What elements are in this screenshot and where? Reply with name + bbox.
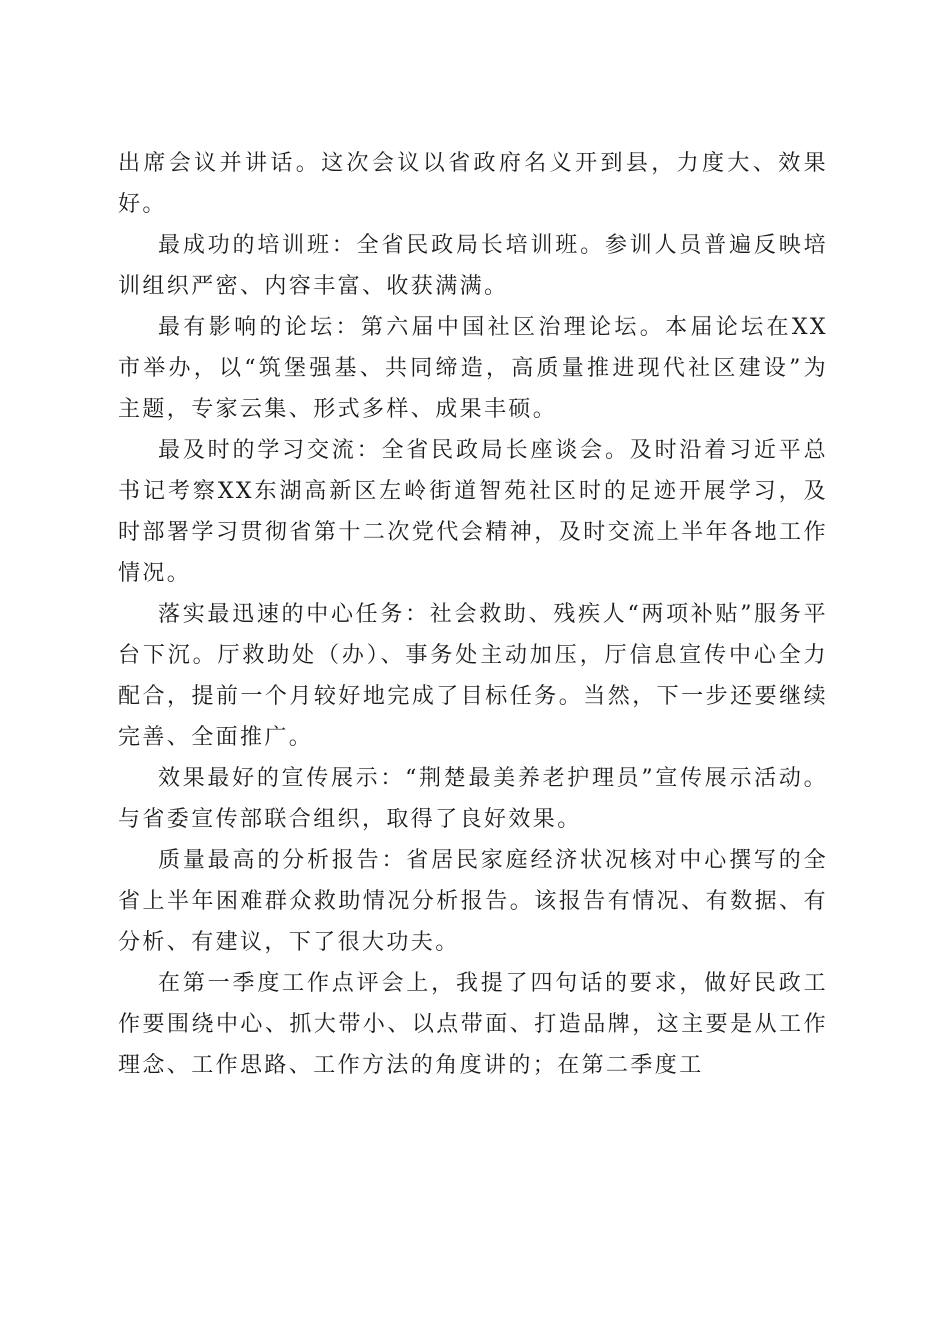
paragraph-central-task: 落实最迅速的中心任务：社会救助、残疾人“两项补贴”服务平台下沉。厅救助处（办）、事务处主动加压，厅信息宣传中心全力配合，提前一个月较好地完成了目标任务。当然，下一步还要继续完善、全面推广。 [118,602,828,750]
paragraph-publicity: 效果最好的宣传展示：“荆楚最美养老护理员”宣传展示活动。与省委宣传部联合组织，取得了良好效果。 [118,766,828,832]
paragraph-analysis-report: 质量最高的分析报告：省居民家庭经济状况核对中心撰写的全省上半年困难群众救助情况分析报告。该报告有情况、有数据、有分析、有建议，下了很大功夫。 [118,848,828,955]
paragraph-training-class: 最成功的培训班：全省民政局长培训班。参训人员普遍反映培训组织严密、内容丰富、收获满满。 [118,233,828,299]
paragraph-quarterly-review: 在第一季度工作点评会上，我提了四句话的要求，做好民政工作要围绕中心、抓大带小、以点带面、打造品牌，这主要是从工作理念、工作思路、工作方法的角度讲的；在第二季度工 [118,971,828,1078]
paragraph-study-exchange: 最及时的学习交流：全省民政局长座谈会。及时沿着习近平总书记考察XX东湖高新区左岭街道智苑社区时的足迹开展学习，及时部署学习贯彻省第十二次党代会精神，及时交流上半年各地工作情况。 [118,438,828,586]
paragraph-forum: 最有影响的论坛：第六届中国社区治理论坛。本届论坛在XX市举办，以“筑堡强基、共同缔造，高质量推进现代社区建设”为主题，专家云集、形式多样、成果丰硕。 [118,315,828,422]
document-body [118,143,828,1086]
paragraph-continuation: 出席会议并讲话。这次会议以省政府名义开到县，力度大、效果好。 [118,151,828,217]
